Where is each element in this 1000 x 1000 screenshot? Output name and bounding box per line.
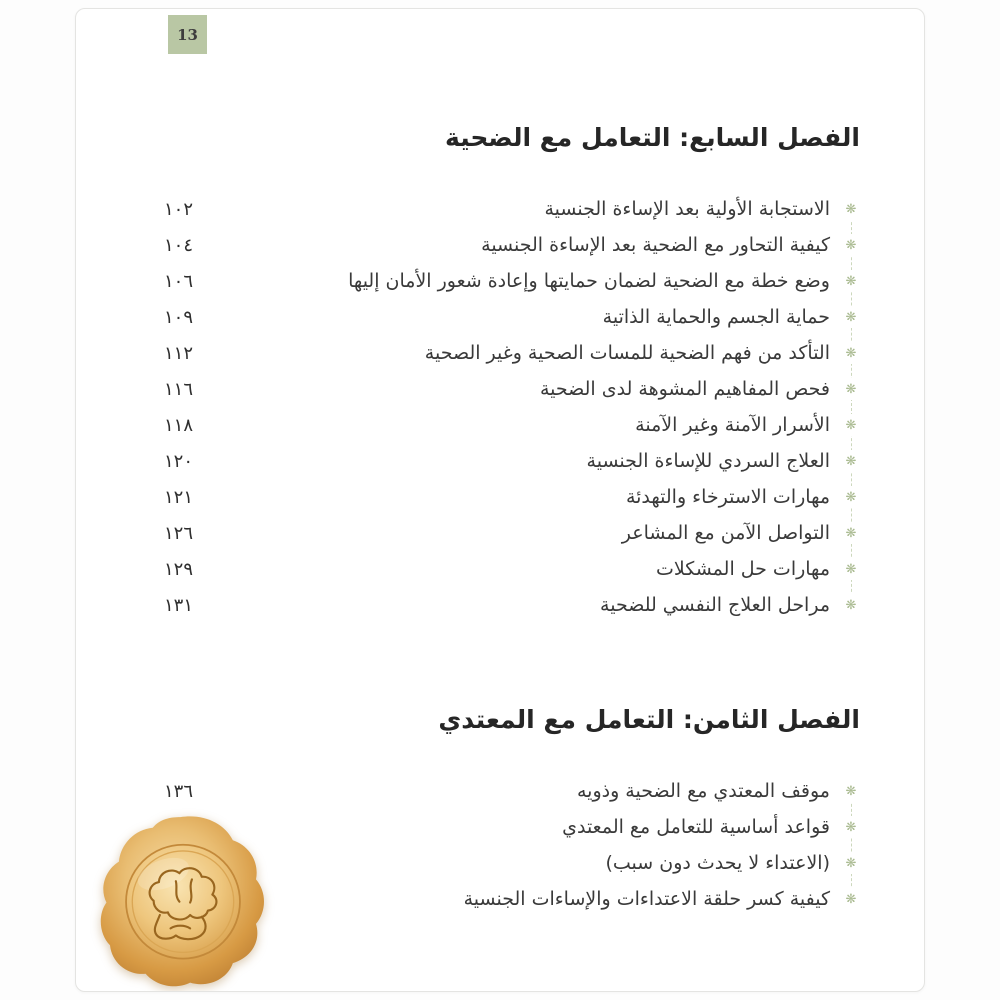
toc-entry-title: فحص المفاهيم المشوهة لدى الضحية — [539, 378, 830, 400]
toc-row — [162, 515, 860, 551]
flower-asterisk-icon: ❋ — [842, 888, 860, 910]
toc-entry-title: مهارات حل المشكلات — [656, 558, 830, 580]
toc-entry-title: كيفية التحاور مع الضحية بعد الإساءة الجنسية — [481, 234, 830, 256]
toc-entry-title: العلاج السردي للإساءة الجنسية — [586, 450, 830, 472]
toc-chapters — [162, 121, 860, 917]
toc-entry-title: الاستجابة الأولية بعد الإساءة الجنسية — [544, 198, 830, 220]
toc-list — [162, 191, 860, 623]
flower-asterisk-icon: ❋ — [842, 270, 860, 292]
flower-asterisk-icon: ❋ — [842, 342, 860, 364]
toc-entry-page-number: ١١٦ — [164, 378, 194, 400]
toc-entry-page-number: ١٠٢ — [164, 198, 194, 220]
toc-entry-title: موقف المعتدي مع الضحية وذويه — [576, 780, 830, 802]
flower-asterisk-icon: ❋ — [842, 198, 860, 220]
chapter-title: الفصل الثامن: التعامل مع المعتدي — [438, 705, 860, 734]
toc-entry-page-number: ١٢١ — [164, 486, 194, 508]
toc-row — [162, 335, 860, 371]
toc-entry-page-number: ١١٢ — [164, 342, 194, 364]
toc-row — [162, 587, 860, 623]
toc-entry-page-number: ١٣٦ — [164, 780, 194, 802]
toc-entry-title: مهارات الاسترخاء والتهدئة — [625, 486, 830, 508]
toc-row — [162, 479, 860, 515]
toc-row — [162, 299, 860, 335]
toc-entry-title: وضع خطة مع الضحية لضمان حمايتها وإعادة شعور الأمان إليها — [348, 270, 830, 292]
toc-entry-page-number: ١٠٤ — [164, 234, 194, 256]
flower-asterisk-icon: ❋ — [842, 306, 860, 328]
toc-row — [162, 191, 860, 227]
flower-asterisk-icon: ❋ — [842, 816, 860, 838]
toc-row — [162, 407, 860, 443]
toc-entry-title: الأسرار الآمنة وغير الآمنة — [635, 414, 830, 436]
flower-asterisk-icon: ❋ — [842, 594, 860, 616]
toc-entry-title: قواعد أساسية للتعامل مع المعتدي — [562, 816, 830, 838]
toc-entry-page-number: ١٣١ — [164, 594, 194, 616]
toc-entry-page-number: ١٢٩ — [164, 558, 194, 580]
toc-entry-title: حماية الجسم والحماية الذاتية — [602, 306, 830, 328]
flower-asterisk-icon: ❋ — [842, 414, 860, 436]
book-page — [75, 8, 925, 992]
flower-asterisk-icon: ❋ — [842, 852, 860, 874]
toc-row — [162, 263, 860, 299]
toc-row — [162, 443, 860, 479]
toc-entry-page-number: ١١٨ — [164, 414, 194, 436]
toc-entry-title: كيفية كسر حلقة الاعتداءات والإساءات الجنسية — [463, 888, 830, 910]
toc-entry-title: مراحل العلاج النفسي للضحية — [600, 594, 830, 616]
table-of-contents — [162, 121, 860, 917]
chapter-title: الفصل السابع: التعامل مع الضحية — [445, 123, 860, 152]
flower-asterisk-icon: ❋ — [842, 522, 860, 544]
toc-entry-title: التواصل الآمن مع المشاعر — [621, 522, 830, 544]
toc-entry-page-number: ١٠٦ — [164, 270, 194, 292]
flower-asterisk-icon: ❋ — [842, 234, 860, 256]
flower-asterisk-icon: ❋ — [842, 558, 860, 580]
flower-asterisk-icon: ❋ — [842, 450, 860, 472]
page-number: 13 — [177, 25, 198, 44]
brain-wax-seal — [94, 809, 272, 989]
flower-asterisk-icon: ❋ — [842, 780, 860, 802]
toc-row — [162, 371, 860, 407]
toc-entry-title: (الاعتداء لا يحدث دون سبب) — [605, 852, 830, 874]
toc-entry-page-number: ١٢٦ — [164, 522, 194, 544]
toc-entry-page-number: ١٢٠ — [164, 450, 194, 472]
page-number-badge — [168, 15, 207, 54]
toc-entry-title: التأكد من فهم الضحية للمسات الصحية وغير الصحية — [424, 342, 830, 364]
toc-row — [162, 227, 860, 263]
flower-asterisk-icon: ❋ — [842, 486, 860, 508]
toc-entry-page-number: ١٠٩ — [164, 306, 194, 328]
toc-row — [162, 551, 860, 587]
toc-row — [162, 773, 860, 809]
flower-asterisk-icon: ❋ — [842, 378, 860, 400]
chapter-section — [162, 121, 860, 623]
